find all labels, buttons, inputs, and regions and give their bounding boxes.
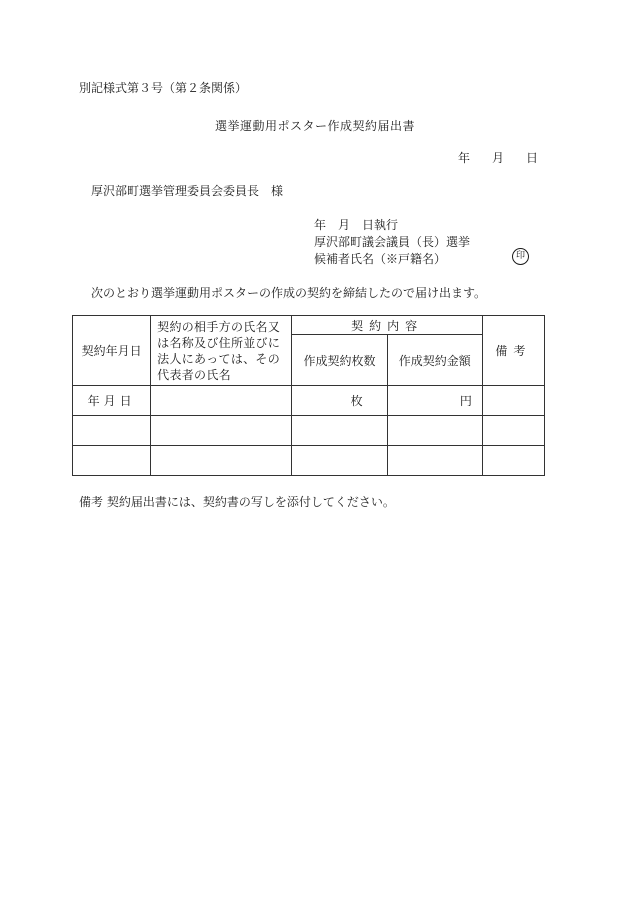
contract-table [72,315,545,476]
remark-note: 備考 契約届出書には、契約書の写しを添付してください。 [79,495,395,509]
table-row [73,446,545,476]
row-amount-cell[interactable] [387,416,482,446]
row-date-cell[interactable]: 年月日 [73,386,151,416]
row-date-cell[interactable] [73,446,151,476]
submission-date [458,152,538,164]
exec-day-label: 日執行 [362,218,399,232]
header-contract-date: 契約年月日 [73,316,151,386]
exec-year-label: 年 [314,218,327,232]
row-date-cell[interactable] [73,416,151,446]
document-title: 選挙運動用ポスター作成契約届出書 [214,119,415,133]
row-party-cell[interactable] [151,386,292,416]
candidate-name-label: 候補者氏名（※戸籍名） [314,252,447,266]
declaration-statement: 次のとおり選挙運動用ポスターの作成の契約を締結したので届け出ます。 [91,286,487,300]
date-day-label: 日 [525,151,538,165]
election-name: 厚沢部町議会議員（長）選挙 [314,235,471,249]
row-notes-cell[interactable] [482,416,544,446]
row-notes-cell[interactable] [482,446,544,476]
row-party-cell[interactable] [151,416,292,446]
exec-month-label: 月 [338,218,351,232]
row-count-cell[interactable] [292,446,387,476]
row-count-cell[interactable] [292,416,387,446]
row-amount-cell[interactable] [387,446,482,476]
header-contract-content: 契約内容 [292,316,482,335]
form-number: 別記様式第３号（第２条関係） [79,81,248,95]
header-contract-amount: 作成契約金額 [387,335,482,386]
row-notes-cell[interactable] [482,386,544,416]
addressee: 厚沢部町選挙管理委員会委員長 様 [91,184,284,198]
seal-icon: 印 [512,248,529,265]
row-party-cell[interactable] [151,446,292,476]
header-poster-count: 作成契約枚数 [292,335,387,386]
header-contract-party: 契約の相手方の氏名又は名称及び住所並びに法人にあっては、その代表者の氏名 [151,316,292,386]
table-row [73,386,545,416]
date-year-label: 年 [457,151,470,165]
header-notes: 備考 [482,316,544,386]
row-count-cell[interactable]: 枚 [292,386,387,416]
election-date [314,219,398,231]
row-amount-cell[interactable]: 円 [387,386,482,416]
table-row [73,416,545,446]
date-month-label: 月 [491,151,504,165]
